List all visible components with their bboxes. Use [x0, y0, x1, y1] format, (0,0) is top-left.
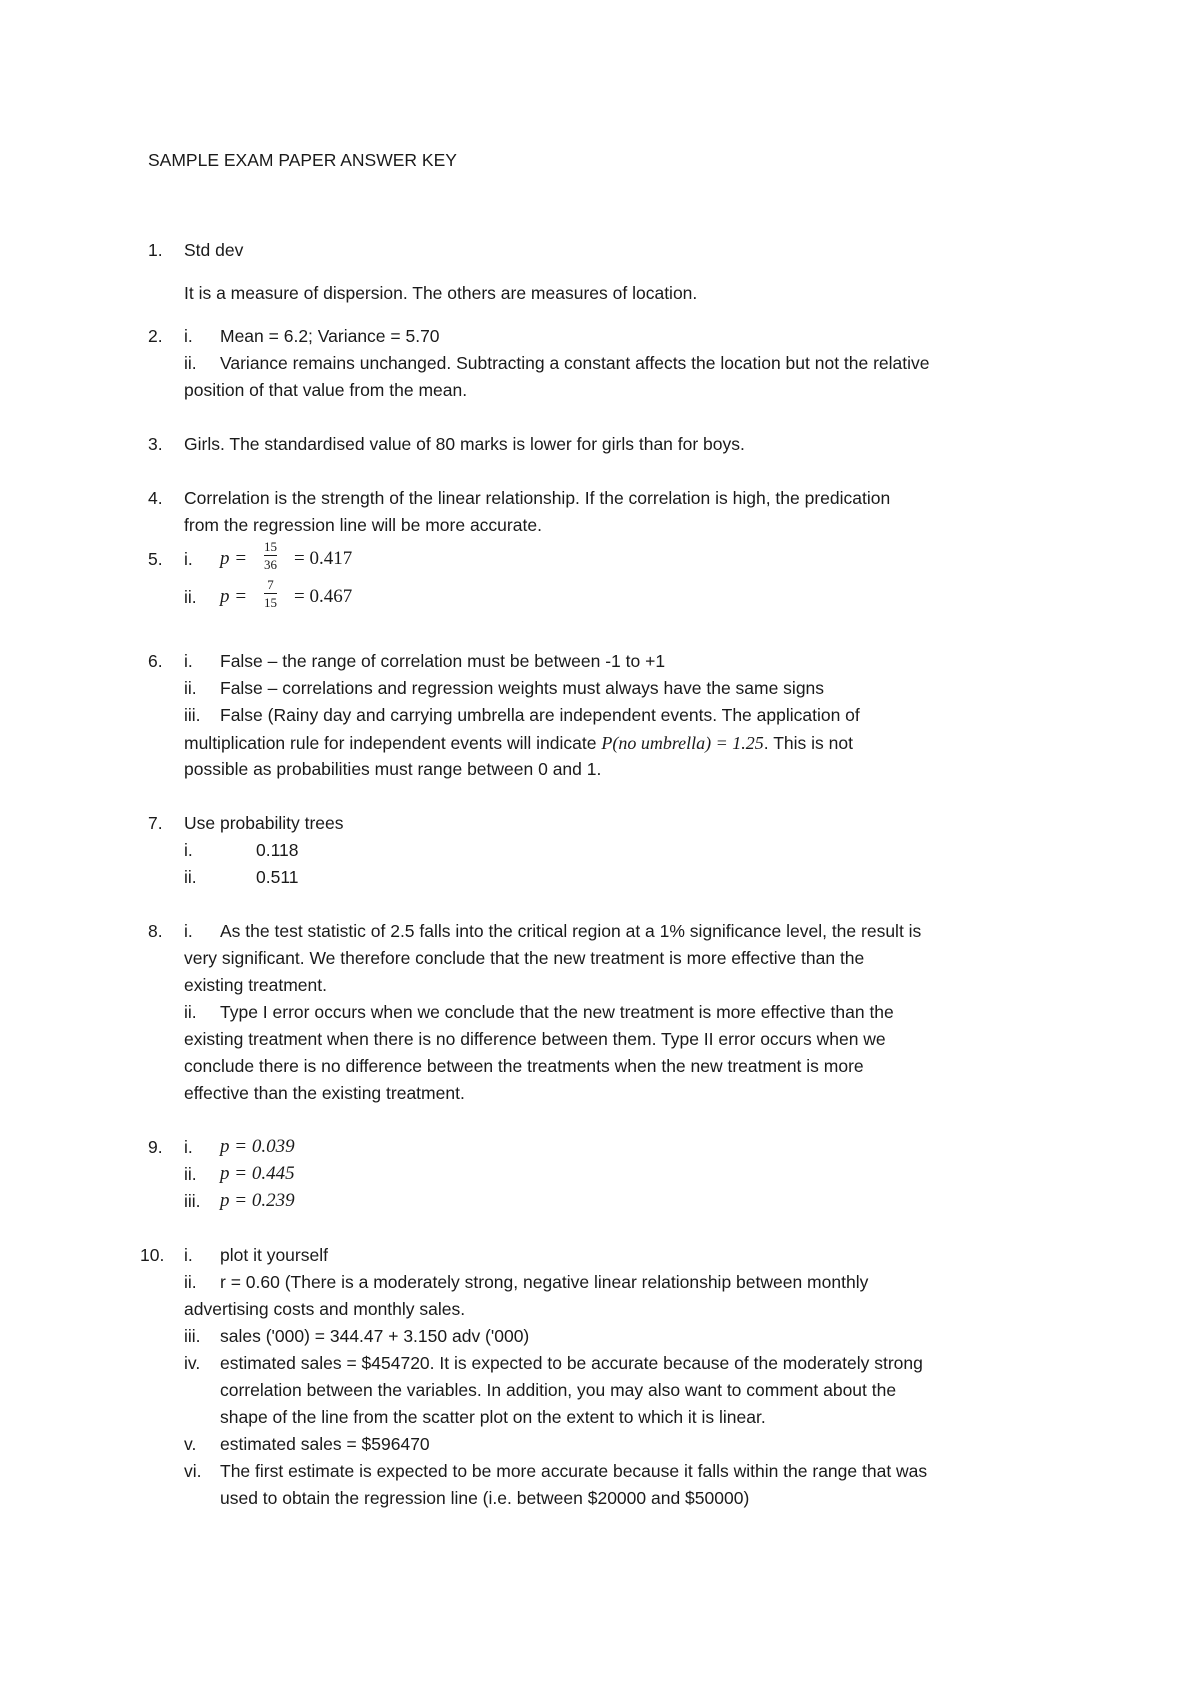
q8-i-text-line1: As the test statistic of 2.5 falls into the critical region at a 1% significance level, the result is [220, 921, 922, 941]
q9-i-label: i. [184, 1137, 193, 1157]
q3-number: 3. [148, 434, 163, 454]
fraction-bar [264, 555, 277, 556]
q1-answer: Std dev [184, 240, 244, 260]
q1-number: 1. [148, 240, 163, 260]
q2-ii-label: ii. [184, 353, 197, 373]
q5-i-fraction [264, 540, 277, 571]
q4-number: 4. [148, 488, 163, 508]
page-title: SAMPLE EXAM PAPER ANSWER KEY [148, 150, 457, 170]
q6-iii-text-line3: possible as probabilities must range between 0 and 1. [184, 759, 602, 779]
q8-ii-label: ii. [184, 1002, 197, 1022]
q9-ii-math: p = 0.445 [220, 1163, 295, 1184]
q10-v-text: estimated sales = $596470 [220, 1434, 430, 1454]
q10-vi-text-line2: used to obtain the regression line (i.e. between $20000 and $50000) [220, 1488, 750, 1508]
q10-ii-text-line2: advertising costs and monthly sales. [184, 1299, 466, 1319]
q2-ii-text-line2: position of that value from the mean. [184, 380, 468, 400]
q9-i-math: p = 0.039 [220, 1136, 295, 1157]
q8-ii-text-line4: effective than the existing treatment. [184, 1083, 465, 1103]
q10-vi-label: vi. [184, 1461, 202, 1481]
q8-i-label: i. [184, 921, 193, 941]
q6-ii-text: False – correlations and regression weights must always have the same signs [220, 678, 825, 698]
q10-number: 10. [140, 1245, 165, 1265]
q7-ii-value: 0.511 [256, 867, 299, 887]
q5-number: 5. [148, 549, 163, 569]
q10-ii-label: ii. [184, 1272, 197, 1292]
q6-iii-text-line2a: multiplication rule for independent events will indicate [184, 733, 602, 753]
q10-i-label: i. [184, 1245, 193, 1265]
q6-iii-text-line2b: . This is not [763, 733, 853, 753]
q10-iv-text-line1: estimated sales = $454720. It is expected to be accurate because of the moderately strong [220, 1353, 923, 1373]
q9-iii-math: p = 0.239 [220, 1190, 295, 1211]
q9-number: 9. [148, 1137, 163, 1157]
q2-i-text: Mean = 6.2; Variance = 5.70 [220, 326, 440, 346]
q3-text: Girls. The standardised value of 80 marks is lower for girls than for boys. [184, 434, 745, 454]
q10-iv-label: iv. [184, 1353, 201, 1373]
q6-iii-text-line2 [184, 734, 853, 753]
q2-ii-text-line1: Variance remains unchanged. Subtracting a constant affects the location but not the relative [220, 353, 930, 373]
q9-ii-label: ii. [184, 1164, 197, 1184]
q6-i-label: i. [184, 651, 193, 671]
q2-i-label: i. [184, 326, 193, 346]
q6-iii-text-line1: False (Rainy day and carrying umbrella are independent events. The application of [220, 705, 860, 725]
q5-ii-label: ii. [184, 587, 197, 607]
q6-number: 6. [148, 651, 163, 671]
q6-iii-math: P(no umbrella) = 1.25 [601, 733, 764, 753]
fraction-bar [264, 593, 277, 594]
q8-i-text-line2: very significant. We therefore conclude that the new treatment is more effective than the [184, 948, 865, 968]
q8-ii-text-line1: Type I error occurs when we conclude that the new treatment is more effective than the [220, 1002, 894, 1022]
q5-i-label: i. [184, 549, 193, 569]
q6-iii-label: iii. [184, 705, 201, 725]
q10-iii-text: sales ('000) = 344.47 + 3.150 adv ('000) [220, 1326, 530, 1346]
q5-ii-denominator: 15 [264, 595, 277, 610]
q10-v-label: v. [184, 1434, 197, 1454]
q7-i-label: i. [184, 840, 193, 860]
q7-number: 7. [148, 813, 163, 833]
q10-ii-text-line1: r = 0.60 (There is a moderately strong, negative linear relationship between monthly [220, 1272, 869, 1292]
q5-i-denominator: 36 [264, 557, 277, 572]
q6-i-text: False – the range of correlation must be between -1 to +1 [220, 651, 666, 671]
q10-iii-label: iii. [184, 1326, 201, 1346]
q7-i-value: 0.118 [256, 840, 299, 860]
q9-iii-label: iii. [184, 1191, 201, 1211]
q5-ii-fraction [264, 578, 277, 609]
q7-text: Use probability trees [184, 813, 344, 833]
q5-ii-numerator: 7 [267, 577, 274, 592]
q8-ii-text-line2: existing treatment when there is no difference between them. Type II error occurs when we [184, 1029, 886, 1049]
q6-ii-label: ii. [184, 678, 197, 698]
q5-ii-lhs: p = [220, 586, 248, 607]
q8-number: 8. [148, 921, 163, 941]
q5-ii-rhs: = 0.467 [294, 586, 353, 607]
q5-i-lhs: p = [220, 548, 248, 569]
q7-ii-label: ii. [184, 867, 197, 887]
q8-i-text-line3: existing treatment. [184, 975, 327, 995]
q4-text-line1: Correlation is the strength of the linear relationship. If the correlation is high, the predication [184, 488, 891, 508]
q5-i-rhs: = 0.417 [294, 548, 353, 569]
q1-reason: It is a measure of dispersion. The others are measures of location. [184, 283, 698, 303]
q4-text-line2: from the regression line will be more accurate. [184, 515, 542, 535]
q10-i-text: plot it yourself [220, 1245, 328, 1265]
q5-i-numerator: 15 [264, 539, 277, 554]
q10-iv-text-line2: correlation between the variables. In addition, you may also want to comment about the [220, 1380, 897, 1400]
q2-number: 2. [148, 326, 163, 346]
q10-vi-text-line1: The first estimate is expected to be more accurate because it falls within the range that was [220, 1461, 928, 1481]
q10-iv-text-line3: shape of the line from the scatter plot on the extent to which it is linear. [220, 1407, 766, 1427]
q8-ii-text-line3: conclude there is no difference between the treatments when the new treatment is more [184, 1056, 864, 1076]
